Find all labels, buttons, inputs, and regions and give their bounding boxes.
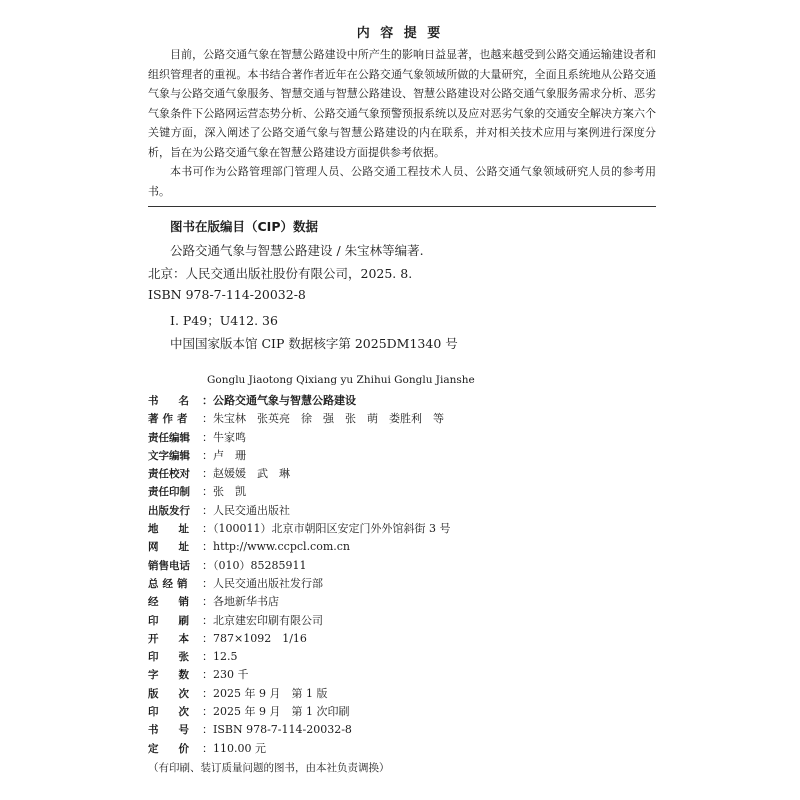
- imprint-row-authors: [148, 410, 656, 428]
- imprint-value: ：公路交通气象与智慧公路建设: [202, 394, 356, 407]
- imprint-row-word-count: [148, 666, 656, 684]
- imprint-label: 销售电话: [148, 559, 190, 572]
- imprint-value: ：（010）85285911: [202, 558, 307, 572]
- imprint-label: 责任校对: [148, 468, 190, 481]
- imprint-label: 印张: [148, 651, 209, 664]
- imprint-value: ：人民交通出版社发行部: [202, 576, 323, 590]
- imprint-label: 网址: [148, 541, 209, 554]
- imprint-label: 著作者: [148, 413, 192, 426]
- imprint-row-edition: [148, 685, 656, 703]
- imprint-label: 字数: [148, 669, 209, 682]
- imprint-label: 印刷: [148, 614, 209, 627]
- summary-title: 内 容 提 要: [356, 26, 444, 41]
- imprint-label: 书号: [148, 724, 209, 737]
- imprint-row-address: [148, 520, 656, 538]
- imprint-value: ：2025 年 9 月 第 1 版: [202, 686, 328, 700]
- cip-line-title-author: 公路交通气象与智慧公路建设 / 朱宝林等编著.: [170, 243, 424, 258]
- imprint-label: 版次: [148, 687, 209, 700]
- imprint-row-publisher: [148, 502, 656, 520]
- imprint-value: ：12.5: [202, 650, 238, 664]
- imprint-value: ：牛家鸣: [202, 430, 246, 444]
- cip-line-classification: Ⅰ. P49；U412. 36: [170, 313, 278, 328]
- imprint-label: 责任印制: [148, 486, 190, 499]
- imprint-label: 书名: [148, 395, 209, 407]
- imprint-label: 文字编辑: [148, 449, 190, 462]
- imprint-label: 责任编辑: [148, 431, 190, 444]
- summary-paragraph: 本书可作为公路管理部门管理人员、公路交通工程技术人员、公路交通气象领域研究人员的参考用书。: [148, 165, 656, 198]
- imprint-row-website: [148, 538, 656, 556]
- imprint-value: ：北京建宏印刷有限公司: [202, 613, 323, 627]
- imprint-row-general-distributor: [148, 575, 656, 593]
- imprint-row-sales-phone: [148, 557, 656, 575]
- imprint-row-printer: [148, 612, 656, 630]
- imprint-value: ：110.00 元: [202, 741, 266, 755]
- imprint-label: 定价: [148, 742, 209, 755]
- imprint-row-proofreader: [148, 465, 656, 483]
- summary-paragraph: 目前，公路交通气象在智慧公路建设中所产生的影响日益显著，也越来越受到公路交通运输建设者和组织管理者的重视。本书结合著作者近年在公路交通气象领域所做的大量研究，全面且系统地从公路交通气象与公路交通气象服务、智慧交通与智慧公路建设、智慧公路建设对公路交通气象服务需求分析、恶劣气象条件下公路网运营态势分析、公路交通气象预警预报系统以及应对恶劣气象的交通安全解决方案六个关键方面，深入阐述了公路交通气象与智慧公路建设的内在联系，并对相关技术应用与案例进行深度分析，旨在为公路交通气象在智慧公路建设方面提供参考依据。: [148, 48, 656, 159]
- cip-title: 图书在版编目（CIP）数据: [170, 219, 318, 234]
- imprint-row-price: [148, 740, 656, 758]
- imprint-value: ：2025 年 9 月 第 1 次印刷: [202, 705, 350, 719]
- imprint-row-distributor: [148, 593, 656, 611]
- cip-line-publisher: 北京：人民交通出版社股份有限公司，2025. 8.: [148, 266, 413, 281]
- imprint-value: ：赵媛媛 武 琳: [202, 467, 290, 481]
- imprint-value: ：ISBN 978-7-114-20032-8: [202, 723, 352, 737]
- imprint-label: 开本: [148, 632, 209, 645]
- pinyin-title: Gonglu Jiaotong Qixiang yu Zhihui Gonglu Jianshe: [207, 374, 475, 386]
- imprint-row-book-title: [148, 392, 656, 410]
- imprint-row-printing-supervisor: [148, 483, 656, 501]
- imprint-value: ：张 凯: [202, 485, 246, 499]
- imprint-label: 地址: [148, 523, 209, 536]
- imprint-label: 总经销: [148, 577, 192, 590]
- imprint-row-printing: [148, 703, 656, 721]
- imprint-value: ：各地新华书店: [202, 595, 279, 609]
- imprint-value: ：230 千: [202, 668, 249, 682]
- imprint-value: ：人民交通出版社: [202, 503, 290, 517]
- cip-line-isbn: ISBN 978-7-114-20032-8: [148, 287, 306, 302]
- quality-notice: （有印刷、装订质量问题的图书，由本社负责调换）: [148, 762, 390, 774]
- imprint-value: ：卢 珊: [202, 448, 246, 462]
- section-divider: [148, 206, 656, 207]
- imprint-row-responsible-editor: [148, 429, 656, 447]
- imprint-row-format: [148, 630, 656, 648]
- imprint-value: ：787×1092 1/16: [202, 631, 307, 645]
- imprint-label: 经销: [148, 596, 209, 609]
- imprint-row-isbn: [148, 721, 656, 739]
- imprint-value: ：（100011）北京市朝阳区安定门外外馆斜街 3 号: [202, 522, 451, 536]
- cip-line-record-number: 中国国家版本馆 CIP 数据核字第 2025DM1340 号: [170, 336, 458, 351]
- imprint-label: 印次: [148, 706, 209, 719]
- imprint-row-text-editor: [148, 447, 656, 465]
- imprint-list: [148, 392, 656, 758]
- imprint-label: 出版发行: [148, 504, 190, 517]
- imprint-value: ：朱宝林 张英亮 徐 强 张 萌 娄胜利 等: [202, 412, 444, 426]
- imprint-row-printed-sheets: [148, 648, 656, 666]
- imprint-value: ：http://www.ccpcl.com.cn: [202, 540, 351, 554]
